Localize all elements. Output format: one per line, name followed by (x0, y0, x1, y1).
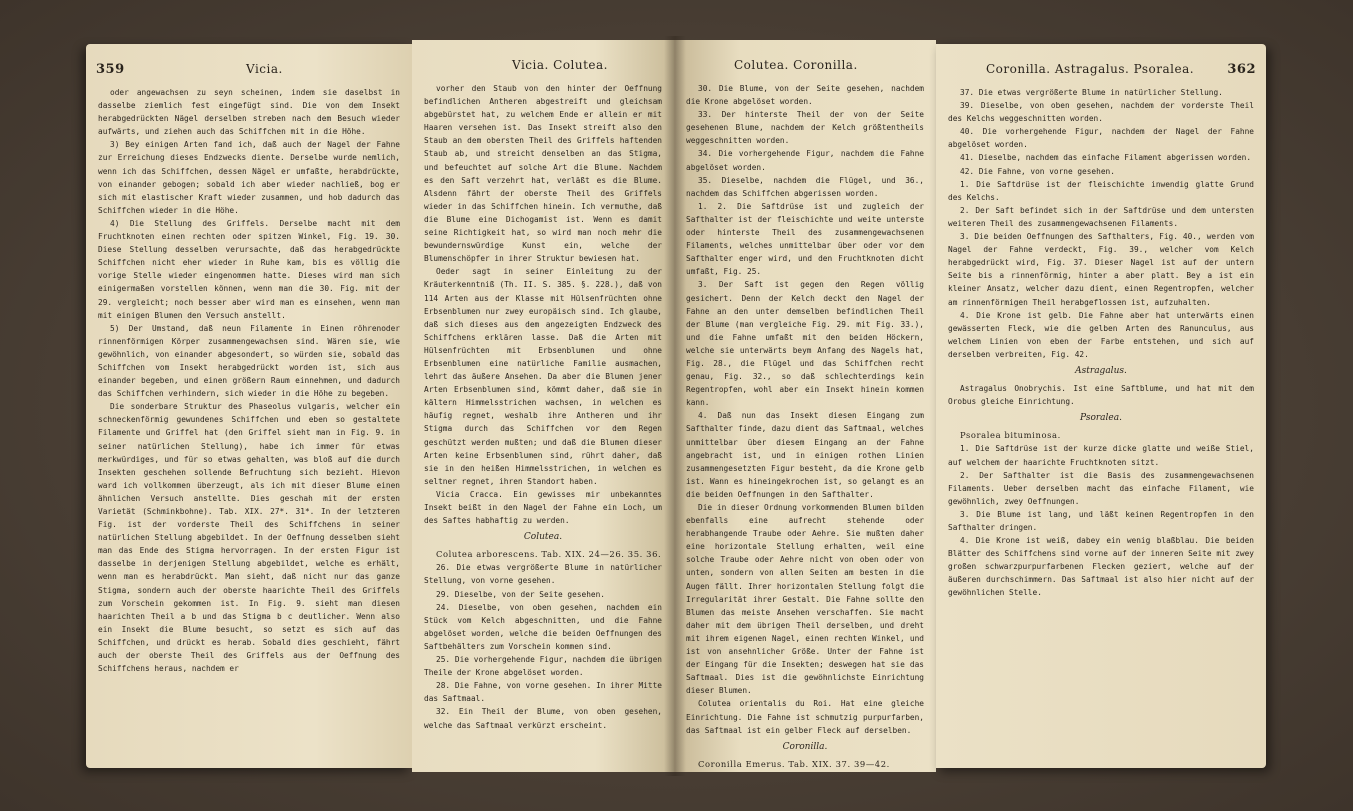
paragraph: 1. 2. Die Saftdrüse ist und zugleich der Safthalter ist der fleischichte und weite unterste oder hinterste Theil des zusammengewachsenen Filaments, welches unmittelbar über oder vor dem Safthalter enger wird, und den Fruchtknoten dicht umfaßt, Fig. 25. (686, 201, 924, 277)
paragraph: 32. Ein Theil der Blume, von oben gesehen, welche das Saftmaal verkürzt erscheint. (424, 707, 662, 730)
page-header (96, 62, 402, 80)
paragraph: 41. Dieselbe, nachdem das einfache Filament abgerissen worden. (960, 153, 1252, 163)
running-title: Colutea. Coronilla. (734, 58, 858, 72)
paragraph: 3. Der Saft ist gegen den Regen völlig gesichert. Denn der Kelch deckt den Nagel der Fahne an den unter demselben befindlichen Theil der Blume (man vergleiche Fig. 29. mit Fig. 33.), und die Fahne umfaßt mit den beiden Höckern, welche sie unterwärts beym Anfang des Nagels hat, Fig. 28., die Flügel und das Schiffchen recht genau, Fig. 32., so daß schlechterdings kein Regentropfen, wohl aber ein Insekt hinein kommen kann. (686, 280, 924, 408)
page-body (98, 86, 400, 760)
paragraph: 2. Der Saft befindet sich in der Saftdrüse und dem untersten weiteren Theil des zusammengewachsenen Filaments. (948, 205, 1254, 228)
paragraph: 4. Die Krone ist weiß, dabey ein wenig blaßblau. Die beiden Blätter des Schiffchens sind vorne auf der inneren Seite mit zwey großen schwarzpurpurfarbenen Flecken geziert, welche auf der äußeren durchschimmern. Das Saftmaal ist also hier nicht auf der gewöhnlichen Stelle. (948, 536, 1254, 598)
paragraph: 1. Die Saftdrüse ist der fleischichte inwendig glatte Grund des Kelchs. (948, 179, 1254, 202)
running-title: Vicia. (246, 62, 283, 76)
section-title: Coronilla. (782, 741, 828, 752)
paragraph: 3. Die Blume ist lang, und läßt keinen Regentropfen in den Safthalter dringen. (948, 509, 1254, 532)
paragraph: 29. Dieselbe, von der Seite gesehen. (436, 589, 605, 599)
page-right-inner (674, 40, 936, 772)
paragraph: 4. Die Krone ist gelb. Die Fahne aber hat unterwärts einen gewässerten Fleck, wie die gelben Arten des Ranunculus, aus welchem Linien von eben der Farbe entstehen, und sich auf derselben verbreiten, Fig. 42. (948, 310, 1254, 359)
section-title: Colutea. (523, 532, 563, 543)
page-header (946, 62, 1256, 80)
paragraph: Colutea orientalis du Roi. Hat eine gleiche Einrichtung. Die Fahne ist schmutzig purpurfarben, das Saftmaal ist ein gelber Fleck auf derselben. (686, 699, 924, 735)
paragraph: oder angewachsen zu seyn scheinen, indem sie daselbst in dasselbe ziemlich fest eingefügt sind. Die von dem Insekt herabgedrückten Nägel derselben streben nach dem Besuch wieder aufwärts, und ziehen auch das Schiffchen mit in die Höhe. (98, 88, 400, 137)
paragraph: 40. Die vorhergehende Figur, nachdem der Nagel der Fahne abgelöset worden. (948, 127, 1254, 150)
paragraph: 24. Dieselbe, von oben gesehen, nachdem ein Stück vom Kelch abgeschnitten, und die Fahne abgelöset worden, welche die beiden Oeffnungen des Saftbehälters zum Vorschein kommen sind. (424, 602, 662, 651)
page-header (684, 58, 926, 76)
paragraph: 25. Die vorhergehende Figur, nachdem die übrigen Theile der Krone abgelöset worden. (424, 655, 662, 678)
paragraph: 4) Die Stellung des Griffels. Derselbe macht mit dem Fruchtknoten einen rechten oder spitzen Winkel, Fig. 19. 30. Diese Stellung desselben verursachte, daß das herabgedrückte Schiffchen nicht eher wieder in Ruhe kam, bis es völlig die vorige Stelle wieder eingenommen hatte. Dieses wird man sich einigermaßen vorstellen können, wenn man die 30. Fig. mit der 29. vergleicht; noch besser aber wird man es einsehen, wenn man mit einigen Blumen den Versuch anstellt. (98, 218, 400, 320)
page-body (424, 82, 662, 764)
running-title: Vicia. Colutea. (512, 58, 608, 72)
paragraph: 39. Dieselbe, von oben gesehen, nachdem der vorderste Theil des Kelchs weggeschnitten worden. (948, 101, 1254, 124)
species-heading: Coronilla Emerus. Tab. XIX. 37. 39—42. (698, 758, 890, 769)
page-right-outer (936, 44, 1266, 768)
paragraph: Oeder sagt in seiner Einleitung zu der Kräuterkenntniß (Th. II. S. 385. §. 228.), daß von 114 Arten aus der Klasse mit Hülsenfrüchten ohne Erbsenblumen nur zwey europäisch sind. Ich glaube, daß sich dieses aus dem angezeigten Endzweck des Schiffchens erklären lasse. Daß die Arten mit Hülsenfrüchten mit Erbsenblumen und ohne Erbsenblumen eine natürliche Familie ausmachen, lehrt das äußere Ansehen. Da aber die Blumen jener Arten Erbsenblumen sind, kömmt daher, daß sie in kältern Himmelsstrichen wachsen, in welchen es häufig regnet, weshalb ihre Antheren und ihr Stigma durch das Schiffchen vor dem Regen geschützt werden mußten; und daß die Blumen dieser Arten keine Erbsenblumen sind, rührt daher, daß sie in den heißen Himmelsstrichen, in welchen es seltner regnet, ihren Standort haben. (424, 267, 662, 486)
page-left-outer (86, 44, 412, 768)
paragraph: 33. Der hinterste Theil der von der Seite gesehenen Blume, nachdem der Kelch größtentheils weggeschnitten worden. (686, 110, 924, 146)
paragraph: 37. Die etwas vergrößerte Blume in natürlicher Stellung. (960, 88, 1223, 97)
running-title: Coronilla. Astragalus. Psoralea. (986, 62, 1195, 76)
paragraph: 1. Die Saftdrüse ist der kurze dicke glatte und weiße Stiel, auf welchem der haarichte Fruchtknoten sitzt. (948, 444, 1254, 467)
species-heading: Psoralea bituminosa. (960, 430, 1061, 441)
paragraph: 34. Die vorhergehende Figur, nachdem die Fahne abgelöset worden. (686, 149, 924, 172)
section-title: Psoralea. (1080, 413, 1122, 424)
paragraph: 5) Der Umstand, daß neun Filamente in Einen röhrenoder rinnenförmigen Körper zusammengewachsen sind. Wären sie, wie gewöhnlich, von einander abgesondert, so würden sie, sobald das Schiffchen vom Insekt herabgedrückt worden ist, sich aus einander begeben, und einen größern Raum einnehmen, und dadurch das Schiffchen verhindern, sich wieder in die Höhe zu begeben. (98, 323, 400, 399)
paragraph: Astragalus Onobrychis. Ist eine Saftblume, und hat mit dem Orobus gleiche Einrichtung. (948, 384, 1254, 407)
paragraph: 4. Daß nun das Insekt diesen Eingang zum Safthalter finde, dazu dient das Saftmaal, welches unmittelbar über diesem Eingang an der Fahne angebracht ist, und in einigen rothen Linien zusammengesetzten Figur besteht, da die Krone gelb ist. Wann es hineingekrochen ist, so gelangt es an die beiden Oeffnungen in den Safthalter. (686, 411, 924, 499)
page-header (422, 58, 664, 76)
paragraph: 42. Die Fahne, von vorne gesehen. (960, 166, 1115, 176)
paragraph: 3. Die beiden Oeffnungen des Safthalters, Fig. 40., werden vom Nagel der Fahne verdeckt, Fig. 39., welcher vom Kelch herabgedrückt wird, Fig. 37. Dieser Nagel ist auf der untern Seite bis a rinnenförmig, hinter a aber platt. Bey a ist ein kleiner Ansatz, welcher dazu dient, einen Regentropfen, welcher am rinnenförmigen Theil herabgeflossen ist, aufzuhalten. (948, 232, 1254, 307)
species-heading: Colutea arborescens. Tab. XIX. 24—26. 35. 36. (436, 549, 662, 560)
paragraph: Die in dieser Ordnung vorkommenden Blumen bilden ebenfalls eine aufrecht stehende oder herabhangende Traube oder Aehre. Sie mußten daher eine horizontale Stellung erhalten, weil eine solche Traube oder Aehre nicht von oben oder von unten, sondern von allen Seiten am besten in die Augen fällt. Ihrer horizontalen Stellung folgt die Irregularität ihrer Gestalt. Die Fahne sollte den Blumen das meiste Ansehen verschaffen. Sie macht daher mit dem übrigen Theil derselben, und dreht mit ihrem eigenen Nagel, einen rechten Winkel, und ist von ansehnlicher Größe. Unter der Fahne ist der Eingang für die Insekten; deswegen hat sie das Saftmaal. Dies ist die gewöhnlichste Einrichtung dieser Blumen. (686, 503, 924, 696)
paragraph: 26. Die etwas vergrößerte Blume in natürlicher Stellung, von vorne gesehen. (424, 563, 662, 586)
paragraph: 3) Bey einigen Arten fand ich, daß auch der Nagel der Fahne zur Erreichung dieses Endzwecks diente. Derselbe wurde nemlich, wenn ich das Schiffchen, dessen Nägel er umfaßte, herabdrückte, von einander gebogen; sobald ich aber wieder nachließ, bog er sich mit elastischer Kraft wieder zusammen, und hob dadurch das Schiffchen wieder in die Höhe. (98, 140, 400, 215)
book-gutter (664, 36, 686, 776)
page-number: 359 (96, 62, 125, 77)
paragraph: vorher den Staub von den hinter der Oeffnung befindlichen Antheren abgestreift und gleichsam abgebürstet hat, zu welchem Ende er allein er mit Haaren versehen ist. Das Insekt streift also den Staub an dem obersten Theil des Griffels haftenden Staub ab, und streicht denselben an das Stigma, und befeuchtet auf solche Art die Blume. Nachdem es den Saft verzehrt hat, verläßt es die Blume. Alsdenn fährt der oberste Theil des Griffels wieder in das Schiffchen hinein. Ich vermuthe, daß die Blume eine Dichogamist ist. Wenn es damit seine Richtigkeit hat, so wird man noch mehr die bewundernswürdige Kunst ein, welche der Blumenschöpfer in ihrer Struktur bewiesen hat. (424, 84, 662, 264)
page-body (686, 82, 924, 769)
page-left-inner (412, 40, 674, 772)
paragraph: 35. Dieselbe, nachdem die Flügel, und 36., nachdem das Schiffchen abgerissen worden. (686, 175, 924, 198)
page-body (948, 86, 1254, 760)
paragraph: Die sonderbare Struktur des Phaseolus vulgaris, welcher ein schneckenförmig gewundenes Schiffchen und eben so gestaltete Filamente und Griffel hat (den Griffel sieht man in Fig. 9. in seiner natürlichen Stellung), habe ich immer für etwas merkwürdiges, und für so etwas gehalten, was bloß auf die durch Insekten geschehen sollende Befruchtung sich bezieht. Hievon ward ich vollkommen überzeugt, als ich mit dieser Blume einen ähnlichen Versuch anstellte. Dies geschah mit der ersten Varietät (Schminkbohne). Tab. XIX. 27*. 31*. In der letzteren Fig. ist der vorderste Theil des Schiffchens in seiner natürlichen Stellung abgebildet. In der Oeffnung desselben sieht man das Ende des Stigma hervorragen. In der ersten Figur ist dasselbe in derjenigen Stellung abgebildet, welche es erhält, wenn man es herabdrückt. Man sieht, daß nicht nur das ganze Stigma, sondern auch der oberste haarichte Theil des Griffels zum Vorschein gekommen ist. In Fig. 9. sieht man diesen haarichten Theil a b und das Stigma b c deutlicher. Wenn also ein Insekt die Blume besucht, so setzt es sich auf das Schiffchen, und drückt es herab. Sobald dies geschieht, fährt auch der oberste Theil des Griffels aus der Oeffnung des Schiffchens heraus, nachdem er (98, 402, 400, 674)
section-title: Astragalus. (1075, 365, 1127, 376)
paragraph: 2. Der Safthalter ist die Basis des zusammengewachsenen Filaments. Ueber derselben macht das einfache Filament, wie gewöhnlich, zwey Oeffnungen. (948, 470, 1254, 506)
paragraph: 30. Die Blume, von der Seite gesehen, nachdem die Krone abgelöset worden. (686, 84, 924, 107)
paragraph: 28. Die Fahne, von vorne gesehen. In ihrer Mitte das Saftmaal. (424, 681, 662, 704)
page-number: 362 (1227, 62, 1256, 77)
paragraph: Vicia Cracca. Ein gewisses mir unbekanntes Insekt beißt in den Nagel der Fahne ein Loch, um des Saftes habhaftig zu werden. (424, 489, 662, 526)
